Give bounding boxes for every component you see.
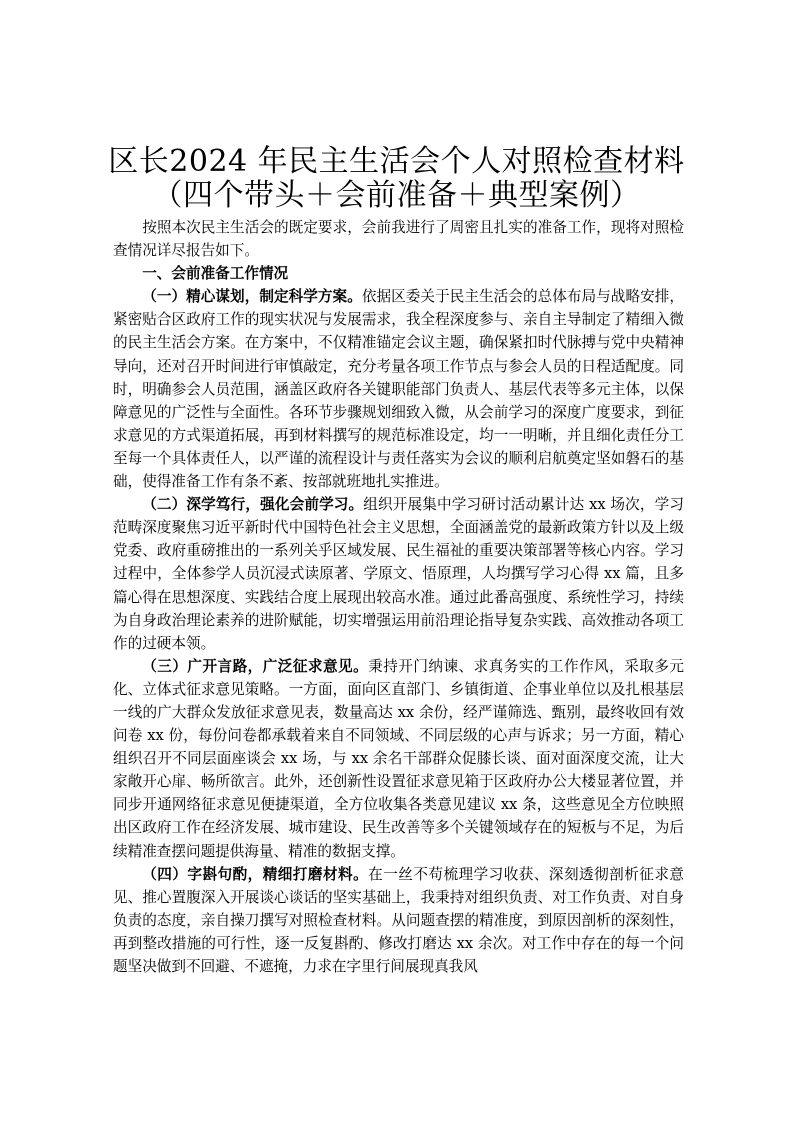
paragraph-item-1 bbox=[113, 285, 684, 493]
item-lead: （一）精心谋划，制定科学方案。 bbox=[142, 288, 362, 306]
paragraph-item-4 bbox=[113, 863, 684, 978]
item-lead: （四）字斟句酌，精细打磨材料。 bbox=[142, 865, 369, 883]
paragraph-item-3 bbox=[113, 655, 684, 863]
intro-paragraph: 按照本次民主生活会的既定要求，会前我进行了周密且扎实的准备工作，现将对照检查情况详尽报告如下。 bbox=[113, 219, 684, 260]
item-text: 组织开展集中学习研讨活动累计达 xx 场次，学习范畴深度聚焦习近平新时代中国特色社会主义思想，全面涵盖党的最新政策方针以及上级党委、政府重磅推出的一系列关乎区域发展、民生福祉的重要决策部署等核心内容。学习过程中，全体参学人员沉浸式读原著、学原文、悟原理，人均撰写学习心得 xx 篇，且多篇心得在思想深度、实践结合度上展现出较高水准。通过此番高强度、系统性学习，持续为自身政治理论素养的进阶赋能，切实增强运用前沿理论指导复杂实践、高效推动各项工作的过硬本领。 bbox=[113, 496, 684, 652]
item-text: 秉持开门纳谏、求真务实的工作作风，采取多元化、立体式征求意见策略。一方面，面向区直部门、乡镇街道、企事业单位以及扎根基层一线的广大群众发放征求意见表，数量高达 xx 余份，经严谨筛选、甄别，最终收回有效问卷 xx 份，每份问卷都承载着来自不同领域、不同层级的心声与诉求；另一方面，精心组织召开不同层面座谈会 xx 场，与 xx 余名干部群众促膝长谈、面对面深度交流，让大家敞开心扉、畅所欲言。此外，还创新性设置征求意见箱于区政府办公大楼显著位置，并同步开通网络征求意见便捷渠道，全方位收集各类意见建议 xx 条，这些意见全方位映照出区政府工作在经济发展、城市建设、民生改善等多个关键领域存在的短板与不足，为后续精准查摆问题提供海量、精准的数据支撑。 bbox=[113, 657, 684, 860]
item-lead: （二）深学笃行，强化会前学习。 bbox=[142, 496, 364, 514]
section-heading: 一、会前准备工作情况 bbox=[142, 265, 289, 283]
item-lead: （三）广开言路，广泛征求意见。 bbox=[142, 657, 369, 675]
document-title-line-2: （四个带头＋会前准备＋典型案例） bbox=[152, 178, 641, 213]
paragraph-item-2 bbox=[113, 493, 684, 655]
item-text: 依据区委关于民主生活会的总体布局与战略安排，紧密贴合区政府工作的现实状况与发展需求，我全程深度参与、亲自主导制定了精细入微的民主生活会方案。在方案中，不仅精准锚定会议主题，确保紧扣时代脉搏与党中央精神导向，还对召开时间进行审慎敲定，充分考量各项工作节点与参会人员的日程适配度。同时，明确参会人员范围，涵盖区政府各关键职能部门负责人、基层代表等多元主体，以保障意见的广泛性与全面性。各环节步骤规划细致入微，从会前学习的深度广度要求，到征求意见的方式渠道拓展，再到材料撰写的规范标准设定，均一一明晰，并且细化责任分工至每一个具体责任人，以严谨的流程设计与责任落实为会议的顺利启航奠定坚如磐石的基础，使得准备工作有条不紊、按部就班地扎实推进。 bbox=[113, 288, 684, 491]
document-title-line-1: 区长2024 年民主生活会个人对照检查材料 bbox=[108, 144, 685, 179]
item-text: 在一丝不苟梳理学习收获、深刻透彻剖析征求意见、推心置腹深入开展谈心谈话的坚实基础上，我秉持对组织负责、对工作负责、对自身负责的态度，亲自操刀撰写对照检查材料。从问题查摆的精准度，到原因剖析的深刻性，再到整改措施的可行性，逐一反复斟酌、修改打磨达 xx 余次。对工作中存在的每一个问题坚决做到不回避、不遮掩，力求在字里行间展现真我风 bbox=[113, 865, 684, 975]
document-body bbox=[113, 216, 684, 978]
